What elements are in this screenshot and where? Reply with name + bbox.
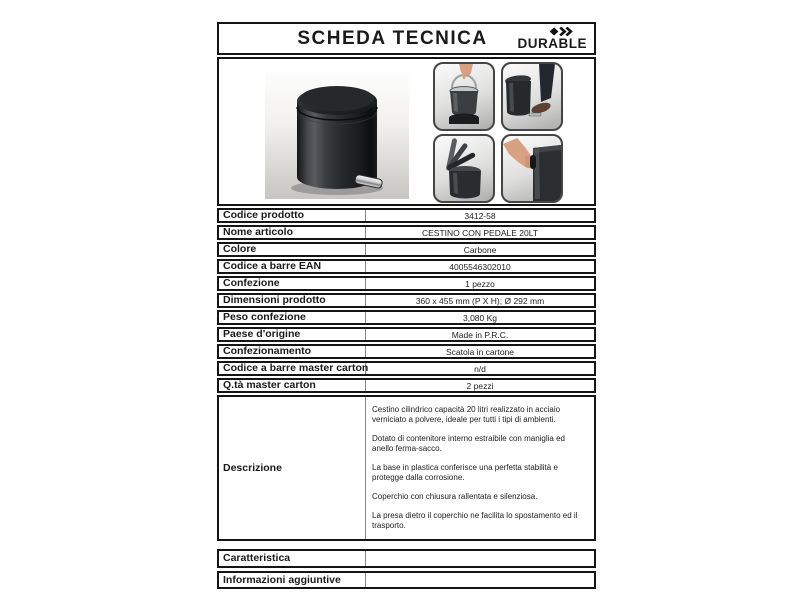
thumb-pedal-press-photo [501, 62, 563, 131]
row-label: Confezionamento [219, 346, 366, 357]
table-row-caratteristica [217, 549, 596, 568]
foot-pedal-icon [503, 64, 561, 129]
header [217, 22, 596, 55]
row-label: Confezione [219, 278, 366, 289]
table-row-confezione [217, 276, 596, 291]
row-label: Codice a barre master carton [219, 363, 366, 374]
thumb-rear-grip-photo [501, 134, 563, 203]
row-value: CESTINO CON PEDALE 20LT [421, 227, 539, 238]
row-label: Dimensioni prodotto [219, 295, 366, 306]
row-value: 2 pezzi [466, 380, 494, 391]
row-label: Nome articolo [219, 227, 366, 238]
thumb-lid-sequence-photo [433, 134, 495, 203]
table-row-peso [217, 310, 596, 325]
thumb-inner-bucket-photo [433, 62, 495, 131]
description-paragraph: Dotato di contenitore interno estraibile con maniglia ed anello ferma-sacco. [372, 434, 566, 453]
table-row-colore [217, 242, 596, 257]
row-label: Peso confezione [219, 312, 366, 323]
table-row-ean [217, 259, 596, 274]
description-paragraph: Cestino cilindrico capacità 20 litri realizzato in acciaio verniciato a polvere, ideale per tutti i tipi di ambienti. [372, 405, 561, 424]
row-value: 4005546302010 [449, 261, 511, 272]
diamond-double-chevron-icon [547, 27, 577, 36]
table-row-qta-master-carton [217, 378, 596, 393]
row-label: Paese d'origine [219, 329, 366, 340]
table-row-informazioni-aggiuntive [217, 571, 596, 589]
row-label: Codice a barre EAN [219, 261, 366, 272]
row-value [366, 573, 594, 587]
row-value: Scatola in cartone [445, 346, 515, 357]
table-row-nome-articolo [217, 225, 596, 240]
row-label: Colore [219, 244, 366, 255]
thumbnail-grid [433, 62, 563, 203]
row-value [366, 551, 594, 566]
row-label: Codice prodotto [219, 210, 366, 221]
product-images-panel [217, 57, 596, 206]
row-label: Descrizione [219, 397, 366, 539]
page-title: SCHEDA TECNICA [297, 27, 488, 49]
description-paragraph: La base in plastica conferisce una perfetta stabilità e protegge dalla corrosione. [372, 463, 558, 482]
row-label: Q.tà master carton [219, 380, 366, 391]
table-row-ean-master-carton [217, 361, 596, 376]
table-row-codice-prodotto [217, 208, 596, 223]
inner-bucket-icon [435, 64, 493, 129]
row-value: 3412-58 [464, 210, 496, 221]
brand-name: DURABLE [517, 36, 587, 51]
hand-grip-icon [503, 136, 561, 201]
row-label: Caratteristica [219, 551, 366, 566]
table-row-paese-origine [217, 327, 596, 342]
row-value: 360 x 455 mm (P X H); Ø 292 mm [415, 295, 545, 306]
description-text [366, 397, 594, 539]
row-value: 1 pezzo [465, 278, 495, 289]
description-paragraph: Coperchio con chiusura rallentata e silenziosa. [372, 492, 538, 501]
lid-closing-icon [435, 136, 493, 201]
row-value: 3,080 Kg [462, 312, 498, 323]
table-row-confezionamento [217, 344, 596, 359]
row-value: Made in P.R.C. [451, 329, 509, 340]
table-row-descrizione [217, 395, 596, 541]
table-row-dimensioni [217, 293, 596, 308]
brand-logo [518, 27, 588, 51]
description-paragraph: La presa dietro il coperchio ne facilita lo spostamento ed il trasporto. [372, 511, 578, 530]
row-value: n/d [474, 363, 486, 374]
pedal-bin-illustration [265, 66, 409, 199]
sheet-container [217, 22, 596, 589]
row-value: Carbone [463, 244, 497, 255]
main-product-photo [265, 66, 409, 199]
row-label: Informazioni aggiuntive [219, 573, 366, 587]
